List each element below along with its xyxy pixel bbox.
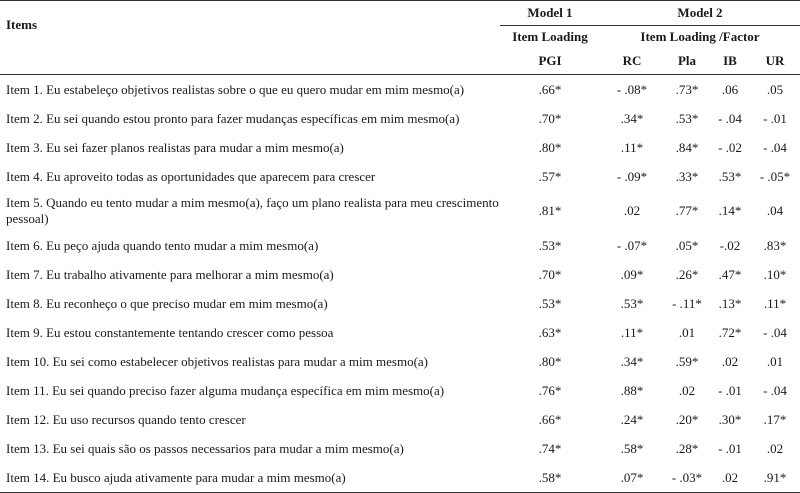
pgi-loading: .74* — [538, 440, 562, 456]
rc-loading: .24* — [620, 411, 644, 427]
ur-loading: .83* — [763, 237, 787, 253]
item-text: Item 10. Eu sei como estabelecer objetivos realistas para mudar a mim mesmo(a) — [6, 353, 428, 369]
col-pgi-header: PGI — [500, 48, 600, 75]
table-row — [0, 104, 800, 133]
ur-loading: .05 — [766, 81, 784, 97]
item-text: Item 2. Eu sei quando estou pronto para fazer mudanças específicas em mim mesmo(a) — [6, 110, 460, 126]
ib-loading: .72* — [718, 324, 742, 340]
pla-loading: .33* — [675, 168, 699, 184]
ur-loading: .91* — [750, 463, 800, 493]
model1-subheader: Item Loading — [512, 29, 588, 44]
rc-loading: - .07* — [616, 237, 648, 253]
ib-loading: -.02 — [719, 237, 741, 253]
ib-loading: .02 — [721, 353, 739, 369]
col-pla-header: Pla — [664, 48, 710, 75]
ib-loading: - .01 — [718, 382, 742, 398]
ib-loading: .02 — [710, 463, 750, 493]
ib-loading: - .04 — [718, 110, 742, 126]
pla-loading: .02 — [678, 382, 696, 398]
item-text: Item 12. Eu uso recursos quando tento crescer — [6, 411, 246, 427]
pla-loading: - .11* — [672, 295, 702, 311]
rc-loading: - .08* — [616, 81, 648, 97]
table-row — [0, 162, 800, 191]
pla-loading: .01 — [678, 324, 696, 340]
ib-loading: .14* — [718, 203, 742, 218]
table-row — [0, 463, 800, 493]
item-text: Item 7. Eu trabalho ativamente para melhorar a mim mesmo(a) — [6, 266, 334, 282]
items-header: Items — [0, 1, 500, 49]
item-text: Item 13. Eu sei quais são os passos necessarios para mudar a mim mesmo(a) — [6, 440, 404, 456]
ib-loading: .47* — [718, 266, 742, 282]
ur-loading: - .04 — [763, 324, 787, 340]
pgi-loading: .70* — [538, 110, 562, 126]
table-row — [0, 405, 800, 434]
item-text: Item 8. Eu reconheço o que preciso mudar em mim mesmo(a) — [6, 295, 328, 311]
table-row — [0, 318, 800, 347]
ib-loading: .30* — [718, 411, 742, 427]
rc-loading: .53* — [620, 295, 644, 311]
ur-loading: .11* — [763, 295, 787, 311]
rc-loading: .58* — [620, 440, 644, 456]
ur-loading: - .04 — [763, 382, 787, 398]
rc-loading: .88* — [620, 382, 644, 398]
model1-header: Model 1 — [500, 1, 600, 26]
ur-loading: .04 — [766, 203, 784, 218]
rc-loading: .34* — [620, 353, 644, 369]
table-row — [0, 260, 800, 289]
col-ur-header: UR — [750, 48, 800, 75]
ur-loading: - .04 — [763, 139, 787, 155]
item-text: Item 14. Eu busco ajuda ativamente para mudar a mim mesmo(a) — [0, 463, 500, 493]
pgi-loading: .70* — [538, 266, 562, 282]
pla-loading: .84* — [675, 139, 699, 155]
item-text: Item 3. Eu sei fazer planos realistas para mudar a mim mesmo(a) — [6, 139, 344, 155]
ur-loading: .17* — [763, 411, 787, 427]
col-rc-header: RC — [600, 48, 664, 75]
ib-loading: .53* — [718, 168, 742, 184]
pgi-loading: .80* — [538, 139, 562, 155]
rc-loading: .09* — [620, 266, 644, 282]
pgi-loading: .80* — [538, 353, 562, 369]
item-text: Item 5. Quando eu tento mudar a mim mesmo(a), faço um plano realista para meu crescimento pessoal) — [6, 195, 499, 226]
col-ib-header: IB — [710, 48, 750, 75]
ur-loading: .02 — [766, 440, 784, 456]
pgi-loading: .66* — [538, 81, 562, 97]
table-row — [0, 434, 800, 463]
table-row — [0, 133, 800, 162]
item-text: Item 1. Eu estabeleço objetivos realistas sobre o que eu quero mudar em mim mesmo(a) — [6, 81, 465, 97]
pla-loading: .73* — [675, 81, 699, 97]
pla-loading: .28* — [675, 440, 699, 456]
pla-loading: .59* — [675, 353, 699, 369]
pla-loading: .05* — [675, 237, 699, 253]
ur-loading: - .01 — [763, 110, 787, 126]
table-row — [0, 191, 800, 231]
rc-loading: .11* — [620, 324, 644, 340]
ur-loading: .10* — [763, 266, 787, 282]
pgi-loading: .76* — [538, 382, 562, 398]
table-row — [0, 289, 800, 318]
pla-loading: .53* — [675, 110, 699, 126]
model2-subheader: Item Loading /Factor — [640, 29, 760, 44]
item-text: Item 11. Eu sei quando preciso fazer alguma mudança específica em mim mesmo(a) — [6, 382, 445, 398]
pla-loading: .26* — [675, 266, 699, 282]
pgi-loading: .57* — [538, 168, 562, 184]
ur-loading: .01 — [766, 353, 784, 369]
ib-loading: .06 — [721, 81, 739, 97]
table-row — [0, 376, 800, 405]
pgi-loading: .66* — [538, 411, 562, 427]
pgi-loading: .53* — [538, 295, 562, 311]
rc-loading: - .09* — [616, 168, 648, 184]
table-row — [0, 75, 800, 105]
header-row-columns — [0, 48, 800, 75]
ib-loading: .13* — [718, 295, 742, 311]
pgi-loading: .81* — [538, 203, 562, 218]
items-header-spacer — [0, 48, 500, 75]
table-row — [0, 231, 800, 260]
rc-loading: .07* — [600, 463, 664, 493]
ur-loading: - .05* — [759, 168, 791, 184]
rc-loading: .11* — [620, 139, 644, 155]
rc-loading: .34* — [620, 110, 644, 126]
pla-loading: - .03* — [664, 463, 710, 493]
model2-header: Model 2 — [600, 1, 800, 26]
header-row-models — [0, 1, 800, 26]
ib-loading: - .02 — [718, 139, 742, 155]
table-row — [0, 347, 800, 376]
pgi-loading: .53* — [538, 237, 562, 253]
rc-loading: .02 — [623, 203, 641, 218]
pgi-loading: .63* — [538, 324, 562, 340]
ib-loading: - .01 — [718, 440, 742, 456]
pla-loading: .20* — [675, 411, 699, 427]
item-text: Item 4. Eu aproveito todas as oportunidades que aparecem para crescer — [6, 168, 376, 184]
item-text: Item 9. Eu estou constantemente tentando crescer como pessoa — [6, 324, 334, 340]
pla-loading: .77* — [675, 203, 699, 218]
pgi-loading: .58* — [500, 463, 600, 493]
item-text: Item 6. Eu peço ajuda quando tento mudar a mim mesmo(a) — [6, 237, 319, 253]
